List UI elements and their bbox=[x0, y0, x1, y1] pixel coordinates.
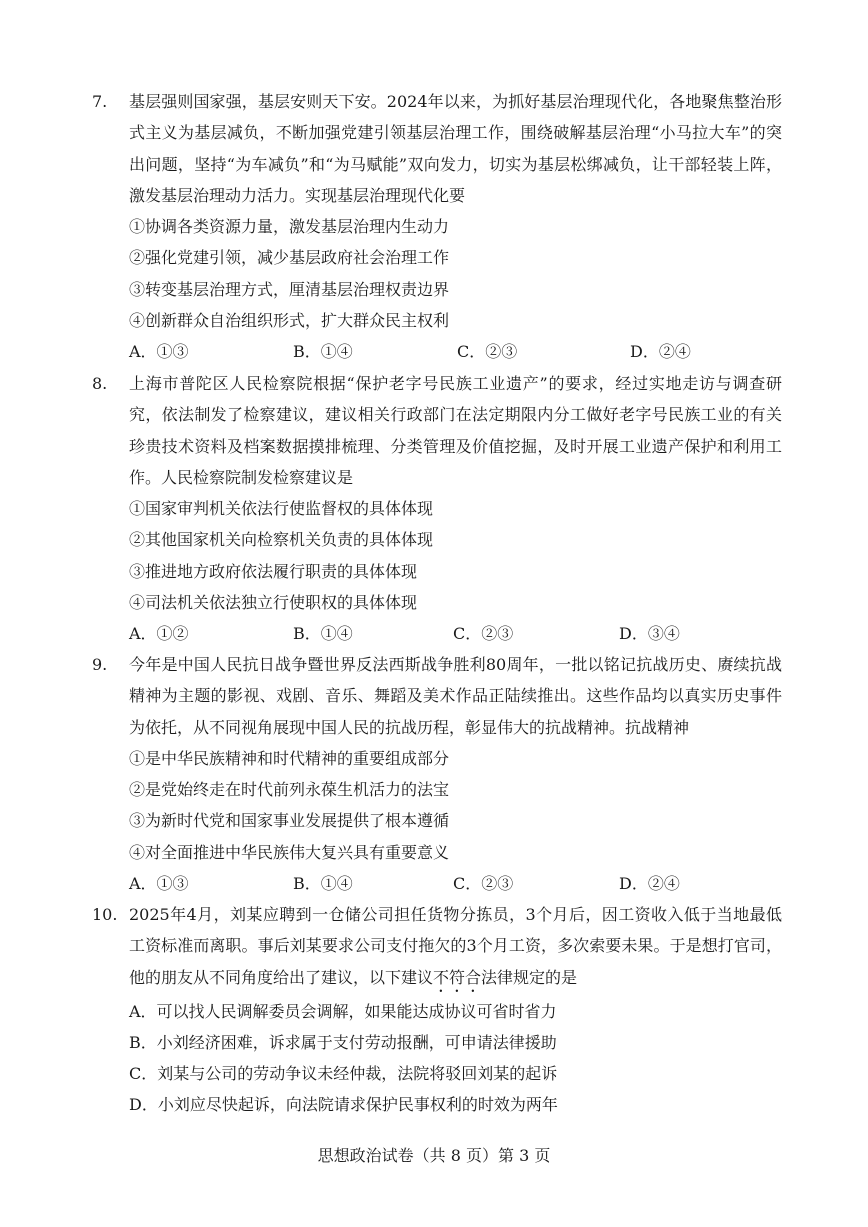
statement-2: ②其他国家机关向检察机关负责的具体体现 bbox=[129, 530, 434, 550]
question-number: 10. bbox=[92, 905, 118, 924]
statement-3: ③转变基层治理方式，厘清基层治理权责边界 bbox=[129, 279, 450, 299]
stem-text: 2025年4月，刘某应聘到一仓储公司担任货物分拣员，3个月后，因工资收入低于当地最低工资标准而离职。事后刘某要求公司支付拖欠的3个月工资，多次索要未果。于是想打官司，他的朋友从不同角度给出了建议，以下建议 bbox=[129, 905, 782, 987]
answer-options bbox=[129, 868, 782, 899]
question-stem: 上海市普陀区人民检察院根据“保护老字号民族工业遗产”的要求，经过实地走访与调查研究，依法制发了检察建议，建议相关行政部门在法定期限内分工做好老字号民族工业的有关珍贵技术资料及档案数据摸排梳理、分类管理及价值挖掘，及时开展工业遗产保护和利用工作。人民检察院制发检察建议是 bbox=[129, 374, 782, 487]
answer-options bbox=[129, 336, 782, 367]
statement-3: ③推进地方政府依法履行职责的具体体现 bbox=[129, 561, 418, 581]
option-c: C．②③ bbox=[453, 874, 514, 894]
statement-2: ②强化党建引领，减少基层政府社会治理工作 bbox=[129, 248, 450, 268]
option-a: A．①③ bbox=[129, 874, 189, 894]
option-d: D．小刘应尽快起诉，向法院请求保护民事权利的时效为两年 bbox=[129, 1095, 558, 1115]
option-a: A．可以找人民调解委员会调解，如果能达成协议可省时省力 bbox=[129, 1001, 557, 1021]
option-c: C．②③ bbox=[457, 342, 518, 362]
stem-text-end: 法律规定的是 bbox=[481, 967, 578, 987]
option-b: B．小刘经济困难，诉求属于支付劳动报酬，可申请法律援助 bbox=[129, 1032, 557, 1052]
question-number: 9. bbox=[92, 655, 108, 674]
option-b: B．①④ bbox=[293, 874, 353, 894]
answer-options bbox=[129, 618, 782, 649]
question-number: 8. bbox=[92, 374, 108, 393]
question-stem: 基层强则国家强，基层安则天下安。2024年以来，为抓好基层治理现代化，各地聚焦整治形式主义为基层减负，不断加强党建引领基层治理工作，围绕破解基层治理“小马拉大车”的突出问题，坚持“为车减负”和“为马赋能”双向发力，切实为基层松绑减负，让干部轻装上阵，激发基层治理动力活力。实现基层治理现代化要 bbox=[129, 92, 782, 205]
option-b: B．①④ bbox=[293, 624, 353, 644]
option-c: C．②③ bbox=[453, 624, 514, 644]
option-a: A．①③ bbox=[129, 342, 189, 362]
option-d: D．②④ bbox=[619, 874, 680, 894]
question-10 bbox=[92, 899, 782, 1121]
statement-3: ③为新时代党和国家事业发展提供了根本遵循 bbox=[129, 811, 450, 831]
statement-2: ②是党始终走在时代前列永葆生机活力的法宝 bbox=[129, 780, 450, 800]
question-8 bbox=[92, 368, 782, 650]
option-c: C．刘某与公司的劳动争议未经仲裁，法院将驳回刘某的起诉 bbox=[129, 1064, 558, 1084]
statement-1: ①是中华民族精神和时代精神的重要组成部分 bbox=[129, 748, 450, 768]
question-number: 7. bbox=[92, 92, 108, 111]
question-stem: 今年是中国人民抗日战争暨世界反法西斯战争胜利80周年，一批以铭记抗战历史、赓续抗战精神为主题的影视、戏剧、音乐、舞蹈及美术作品正陆续推出。这些作品均以真实历史事件为依托，从不同视角展现中国人民的抗战历程，彰显伟大的抗战精神。抗战精神 bbox=[129, 655, 782, 737]
statement-1: ①协调各类资源力量，激发基层治理内生动力 bbox=[129, 217, 450, 237]
question-7 bbox=[92, 86, 782, 368]
statement-1: ①国家审判机关依法行使监督权的具体体现 bbox=[129, 499, 434, 519]
statement-4: ④创新群众自治组织形式，扩大群众民主权利 bbox=[129, 311, 450, 331]
option-d: D．②④ bbox=[630, 342, 691, 362]
statement-4: ④司法机关依法独立行使职权的具体体现 bbox=[129, 593, 418, 613]
question-9 bbox=[92, 649, 782, 899]
option-d: D．③④ bbox=[619, 624, 680, 644]
option-b: B．①④ bbox=[293, 342, 353, 362]
stem-emphasis: 不符合 bbox=[433, 967, 482, 987]
statement-4: ④对全面推进中华民族伟大复兴具有重要意义 bbox=[129, 842, 450, 862]
page-footer: 思想政治试卷（共 8 页）第 3 页 bbox=[317, 1146, 551, 1165]
option-a: A．①② bbox=[129, 624, 189, 644]
question-stem bbox=[129, 899, 782, 996]
